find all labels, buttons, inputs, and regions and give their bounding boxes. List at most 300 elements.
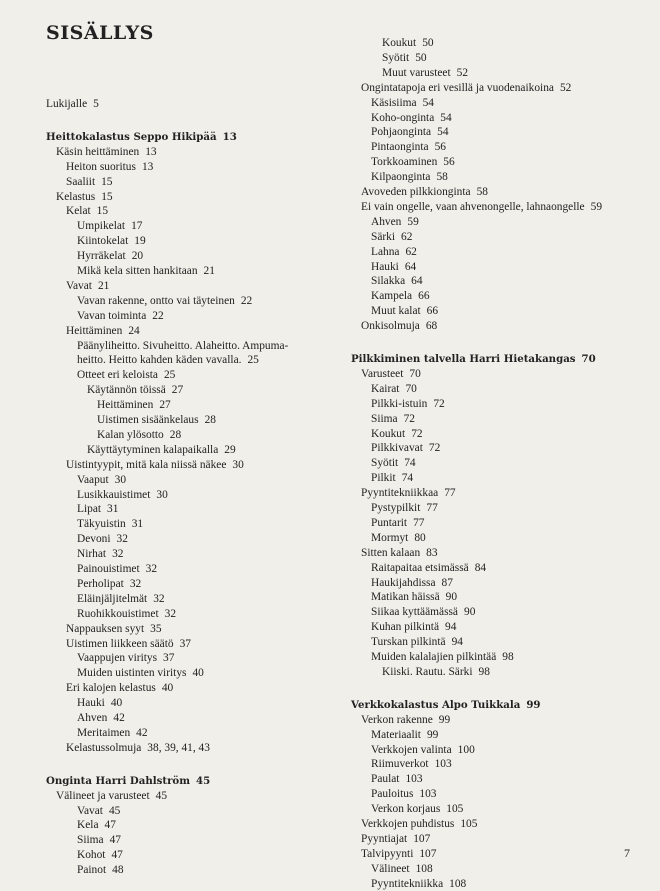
toc-entry bbox=[77, 532, 128, 546]
toc-entry-title: Kilpaonginta bbox=[371, 171, 431, 184]
toc-entry bbox=[371, 802, 463, 816]
toc-entry bbox=[87, 383, 183, 397]
toc-entry bbox=[371, 605, 475, 619]
toc-page-ref: 21 bbox=[97, 279, 110, 292]
toc-page-ref: 32 bbox=[145, 563, 158, 575]
toc-page-ref: 5 bbox=[93, 98, 99, 110]
toc-entry bbox=[371, 590, 457, 604]
toc-section-heading bbox=[351, 352, 596, 366]
toc-page-ref: 47 bbox=[109, 834, 121, 847]
toc-entry bbox=[371, 456, 416, 470]
toc-page-ref: 99 bbox=[526, 698, 541, 711]
toc-page-ref: 13 bbox=[141, 160, 154, 173]
toc-page-ref: 27 bbox=[159, 399, 171, 412]
toc-page-ref: 94 bbox=[451, 636, 463, 649]
toc-page-ref: 77 bbox=[413, 516, 425, 529]
toc-entry-title: Hauki bbox=[371, 260, 399, 273]
toc-entry bbox=[77, 264, 215, 278]
toc-entry bbox=[56, 145, 157, 159]
toc-page-ref: 31 bbox=[131, 518, 144, 531]
toc-entry bbox=[371, 397, 445, 411]
toc-page-ref: 42 bbox=[113, 712, 125, 724]
toc-page-ref: 42 bbox=[136, 726, 148, 739]
toc-entry-title: Käsisiima bbox=[371, 96, 417, 109]
toc-entry-title: Avoveden pilkkionginta bbox=[361, 186, 471, 198]
toc-entry-title: Heittäminen bbox=[97, 399, 154, 412]
toc-entry-title: Onginta Harri Dahlström bbox=[46, 774, 191, 787]
toc-page-ref: 62 bbox=[405, 245, 417, 258]
toc-entry bbox=[371, 531, 426, 545]
toc-entry-title: Heiton suoritus bbox=[66, 160, 136, 173]
toc-page-ref: 100 bbox=[457, 743, 475, 756]
toc-entry-title: Syötit bbox=[371, 457, 399, 470]
toc-entry bbox=[66, 681, 173, 695]
toc-section-heading bbox=[351, 698, 541, 712]
toc-entry-title: Uistimen sisäänkelaus bbox=[97, 414, 199, 426]
toc-entry-title: Verkkojen valinta bbox=[371, 743, 452, 756]
toc-page-ref: 32 bbox=[116, 533, 128, 546]
toc-entry bbox=[371, 561, 486, 575]
toc-entry bbox=[66, 204, 108, 218]
toc-page-ref: 107 bbox=[419, 847, 437, 860]
toc-entry bbox=[56, 190, 113, 204]
toc-page-ref: 72 bbox=[428, 442, 441, 455]
toc-entry bbox=[77, 234, 146, 248]
toc-entry bbox=[371, 230, 412, 244]
toc-entry-title: Muiden kalalajien pilkintää bbox=[371, 651, 497, 663]
toc-page-ref: 40 bbox=[110, 697, 123, 710]
toc-entry-title: Kelat bbox=[66, 205, 91, 218]
toc-page-ref: 58 bbox=[436, 171, 448, 184]
toc-entry bbox=[371, 289, 430, 303]
toc-entry bbox=[46, 97, 99, 111]
toc-entry bbox=[371, 501, 438, 515]
toc-entry bbox=[66, 637, 191, 651]
toc-entry bbox=[371, 140, 446, 154]
toc-entry-title: Täkyuistin bbox=[77, 518, 126, 531]
toc-entry bbox=[77, 833, 121, 847]
toc-page-ref: 15 bbox=[101, 175, 113, 188]
toc-page-ref: 105 bbox=[460, 818, 478, 830]
toc-entry-title: Ongintatapoja eri vesillä ja vuodenaikoina bbox=[361, 81, 554, 94]
toc-entry bbox=[77, 353, 259, 367]
toc-page-ref: 54 bbox=[440, 111, 452, 124]
toc-page-ref: 74 bbox=[401, 472, 414, 485]
toc-page-ref: 84 bbox=[474, 561, 487, 574]
toc-entry-title: Kela bbox=[77, 819, 99, 832]
toc-entry-title: Saaliit bbox=[66, 175, 96, 188]
toc-entry-title: Verkon rakenne bbox=[361, 713, 433, 726]
toc-page-ref: 28 bbox=[169, 428, 182, 441]
toc-entry bbox=[371, 304, 438, 318]
toc-page-ref: 17 bbox=[131, 220, 143, 233]
toc-page-ref: 77 bbox=[444, 487, 456, 500]
toc-page-ref: 19 bbox=[134, 235, 146, 248]
toc-entry bbox=[371, 772, 423, 786]
toc-entry-title: Päänyliheitto. Sivuheitto. Alaheitto. Ampuma- bbox=[77, 339, 289, 352]
toc-entry-title: Painot bbox=[77, 864, 107, 877]
toc-entry bbox=[371, 382, 417, 396]
toc-entry-title: Käyttäytyminen kalapaikalla bbox=[87, 443, 219, 456]
toc-page-ref: 35 bbox=[150, 622, 162, 635]
toc-entry bbox=[371, 427, 423, 441]
toc-page-ref: 29 bbox=[224, 443, 236, 456]
toc-entry-title: Pauloitus bbox=[371, 788, 414, 801]
toc-page-ref: 37 bbox=[163, 652, 175, 665]
toc-entry-title: Siikaa kyttäämässä bbox=[371, 606, 458, 619]
toc-entry-title: Pilkkivavat bbox=[371, 442, 423, 455]
toc-entry-title: Mikä kela sitten hankitaan bbox=[77, 265, 198, 277]
toc-entry bbox=[371, 170, 448, 184]
toc-entry bbox=[371, 441, 440, 455]
toc-entry-title: Verkon korjaus bbox=[371, 803, 441, 816]
toc-page-ref: 62 bbox=[401, 230, 413, 243]
toc-entry-title: Silakka bbox=[371, 275, 406, 288]
toc-entry-title: Kelastus bbox=[56, 190, 96, 203]
toc-entry-title: Eläinjäljitelmät bbox=[77, 592, 148, 605]
toc-entry bbox=[361, 847, 436, 861]
toc-page-ref: 70 bbox=[405, 382, 417, 395]
toc-entry-title: Muiden uistinten viritys bbox=[77, 667, 187, 680]
toc-entry-title: Verkkokalastus Alpo Tuikkala bbox=[351, 698, 521, 711]
toc-page-ref: 47 bbox=[104, 819, 116, 832]
toc-entry-title: Siima bbox=[371, 412, 398, 425]
toc-entry-title: Vaappujen viritys bbox=[77, 652, 158, 665]
toc-entry bbox=[66, 458, 244, 472]
toc-entry bbox=[371, 471, 413, 485]
toc-entry bbox=[371, 516, 424, 530]
toc-entry bbox=[361, 367, 421, 381]
toc-entry bbox=[77, 651, 174, 665]
toc-page-ref: 52 bbox=[456, 66, 469, 79]
toc-entry-title: Heittäminen bbox=[66, 324, 123, 337]
toc-entry bbox=[66, 741, 210, 755]
toc-entry bbox=[97, 413, 216, 427]
toc-entry-title: Kiiski. Rautu. Särki bbox=[382, 665, 473, 678]
toc-page-ref: 37 bbox=[179, 637, 191, 650]
toc-entry bbox=[371, 728, 438, 742]
toc-page-ref: 56 bbox=[434, 141, 446, 154]
toc-page-ref: 68 bbox=[425, 320, 438, 333]
toc-page-ref: 13 bbox=[222, 130, 237, 143]
toc-page-ref: 103 bbox=[419, 788, 437, 801]
toc-entry bbox=[77, 249, 143, 263]
toc-entry bbox=[77, 711, 125, 725]
toc-entry bbox=[77, 488, 168, 502]
toc-page-ref: 64 bbox=[404, 260, 417, 273]
toc-entry-title: Uistimen liikkeen säätö bbox=[66, 637, 174, 650]
toc-entry-title: Perholipat bbox=[77, 577, 124, 590]
page-number: 7 bbox=[624, 846, 630, 860]
toc-entry-title: Uistintyypit, mitä kala niissä näkee bbox=[66, 458, 227, 471]
toc-page-ref: 22 bbox=[240, 294, 253, 307]
toc-page-ref: 40 bbox=[192, 667, 204, 680]
toc-entry bbox=[361, 200, 602, 214]
toc-entry-title: Siima bbox=[77, 834, 104, 847]
toc-entry-title: Raitapaitaa etsimässä bbox=[371, 561, 469, 574]
toc-entry-title: Syötit bbox=[382, 51, 410, 64]
toc-entry-title: Puntarit bbox=[371, 516, 408, 529]
toc-entry-title: Ei vain ongelle, vaan ahvenongelle, lahnaongelle bbox=[361, 200, 585, 213]
toc-page-ref: 52 bbox=[559, 81, 572, 94]
toc-page-ref: 66 bbox=[426, 305, 439, 318]
toc-page-ref: 24 bbox=[128, 324, 140, 337]
toc-page-ref: 103 bbox=[434, 758, 452, 771]
toc-page-ref: 40 bbox=[161, 682, 174, 695]
toc-entry-title: Onkisolmuja bbox=[361, 320, 420, 333]
toc-entry bbox=[66, 622, 162, 636]
toc-entry-title: Vavat bbox=[66, 279, 92, 292]
toc-entry bbox=[361, 546, 438, 560]
toc-page-ref: 30 bbox=[114, 473, 127, 486]
toc-entry bbox=[371, 862, 433, 876]
toc-page-ref: 15 bbox=[96, 205, 109, 218]
toc-entry bbox=[87, 443, 236, 457]
toc-entry-title: Kohot bbox=[77, 849, 106, 862]
toc-entry bbox=[371, 620, 456, 634]
toc-entry bbox=[77, 818, 116, 832]
toc-entry-title: Pystypilkit bbox=[371, 502, 421, 514]
toc-page-ref: 45 bbox=[155, 789, 168, 802]
toc-page-ref: 108 bbox=[415, 862, 433, 875]
toc-entry-title: Paulat bbox=[371, 773, 400, 786]
toc-entry bbox=[371, 650, 514, 664]
toc-entry bbox=[371, 125, 449, 139]
toc-page-ref: 70 bbox=[409, 367, 421, 380]
toc-entry-title: Kiintokelat bbox=[77, 235, 129, 248]
toc-page-ref: 50 bbox=[415, 51, 427, 64]
toc-entry-title: Haukijahdissa bbox=[371, 576, 436, 589]
toc-entry bbox=[77, 294, 252, 308]
toc-page-ref: 27 bbox=[171, 384, 184, 397]
toc-entry-title: Välineet bbox=[371, 862, 410, 875]
toc-entry bbox=[77, 219, 142, 233]
toc-entry bbox=[66, 175, 113, 189]
toc-entry bbox=[361, 486, 456, 500]
toc-entry bbox=[371, 412, 415, 426]
toc-page-ref: 80 bbox=[414, 531, 426, 544]
toc-entry bbox=[77, 804, 120, 818]
toc-entry-title: Muut varusteet bbox=[382, 66, 451, 79]
toc-entry-title: Kalan ylösotto bbox=[97, 428, 164, 441]
toc-entry-title: Muut kalat bbox=[371, 305, 421, 318]
toc-page-ref: 31 bbox=[107, 503, 119, 516]
toc-page-ref: 90 bbox=[445, 591, 458, 604]
toc-entry-title: Ahven bbox=[77, 712, 108, 724]
toc-page-ref: 13 bbox=[145, 145, 157, 158]
toc-entry bbox=[361, 319, 437, 333]
toc-entry bbox=[77, 502, 118, 516]
toc-entry-title: Nappauksen syyt bbox=[66, 622, 145, 635]
toc-page-ref: 108 bbox=[449, 877, 467, 890]
toc-entry-title: Nirhat bbox=[77, 548, 107, 561]
toc-page-ref: 25 bbox=[163, 369, 176, 382]
toc-entry bbox=[97, 428, 181, 442]
toc-entry-title: Umpikelat bbox=[77, 220, 126, 233]
toc-page-ref: 59 bbox=[407, 215, 419, 228]
toc-page-ref: 83 bbox=[426, 546, 438, 559]
toc-entry bbox=[371, 155, 455, 169]
toc-entry-title: Kuhan pilkintä bbox=[371, 621, 440, 634]
page-title: SISÄLLYS bbox=[46, 22, 154, 44]
toc-entry-title: Kairat bbox=[371, 382, 400, 395]
toc-entry-title: Ahven bbox=[371, 215, 402, 228]
toc-entry-title: Lipat bbox=[77, 503, 102, 516]
toc-entry-title: Pilkit bbox=[371, 472, 396, 485]
toc-page-ref: 103 bbox=[405, 773, 423, 786]
toc-entry-title: Vavat bbox=[77, 804, 103, 817]
toc-entry bbox=[371, 743, 475, 757]
toc-entry-title: Vaaput bbox=[77, 473, 109, 486]
toc-entry bbox=[382, 66, 468, 80]
toc-entry bbox=[371, 245, 417, 259]
toc-entry bbox=[77, 696, 122, 710]
toc-page-ref: 25 bbox=[247, 354, 259, 367]
toc-entry-title: Otteet eri keloista bbox=[77, 369, 158, 382]
toc-entry bbox=[361, 832, 430, 846]
toc-page-ref: 28 bbox=[204, 414, 216, 426]
toc-entry bbox=[371, 274, 423, 288]
toc-entry-title: Koho-onginta bbox=[371, 111, 435, 124]
toc-entry bbox=[361, 81, 571, 95]
toc-page-ref: 90 bbox=[464, 606, 476, 619]
toc-page-ref: 30 bbox=[156, 488, 168, 501]
toc-entry-title: Pintaonginta bbox=[371, 141, 429, 154]
toc-entry-title: Devoni bbox=[77, 533, 111, 546]
toc-entry-title: Särki bbox=[371, 230, 396, 243]
toc-entry bbox=[382, 36, 434, 50]
toc-entry-title: Meritaimen bbox=[77, 726, 131, 739]
toc-entry-title: Eri kalojen kelastus bbox=[66, 682, 156, 695]
toc-entry-title: Pilkki-istuin bbox=[371, 397, 428, 410]
toc-entry-title: Lukijalle bbox=[46, 98, 88, 110]
toc-entry bbox=[77, 309, 164, 323]
toc-entry bbox=[66, 279, 109, 293]
toc-entry bbox=[77, 592, 165, 606]
toc-entry-title: Kelastussolmuja bbox=[66, 741, 142, 754]
toc-entry-title: Lusikkauistimet bbox=[77, 488, 151, 501]
toc-page-ref: 54 bbox=[437, 126, 449, 139]
toc-entry bbox=[371, 96, 434, 110]
toc-entry-title: Verkkojen puhdistus bbox=[361, 818, 455, 830]
toc-page-ref: 94 bbox=[445, 621, 457, 634]
toc-page-ref: 38, 39, 41, 43 bbox=[147, 741, 210, 754]
toc-entry bbox=[56, 789, 167, 803]
toc-page-ref: 15 bbox=[101, 190, 113, 203]
toc-page-ref: 45 bbox=[196, 774, 211, 787]
toc-page-ref: 72 bbox=[433, 397, 445, 410]
toc-entry-title: Hyrräkelat bbox=[77, 250, 126, 263]
toc-page-ref: 21 bbox=[203, 265, 215, 277]
toc-page-ref: 99 bbox=[426, 728, 439, 741]
toc-entry-title: Sitten kalaan bbox=[361, 546, 421, 559]
toc-entry-title: Turskan pilkintä bbox=[371, 636, 446, 649]
toc-entry bbox=[361, 713, 450, 727]
toc-entry bbox=[382, 665, 490, 679]
toc-page-ref: 98 bbox=[478, 665, 490, 678]
toc-page-ref: 59 bbox=[590, 200, 603, 213]
toc-entry-title: heitto. Heitto kahden käden vavalla. bbox=[77, 354, 242, 367]
toc-entry bbox=[77, 848, 123, 862]
toc-entry bbox=[77, 339, 288, 353]
toc-page-ref: 105 bbox=[446, 803, 464, 816]
toc-page-ref: 72 bbox=[403, 412, 415, 425]
toc-entry-title: Käytännön töissä bbox=[87, 384, 166, 397]
toc-page-ref: 32 bbox=[112, 548, 124, 561]
toc-entry-title: Mormyt bbox=[371, 531, 409, 544]
toc-page-ref: 72 bbox=[411, 427, 423, 440]
toc-entry-title: Materiaalit bbox=[371, 728, 421, 741]
toc-entry-title: Varusteet bbox=[361, 367, 404, 380]
toc-entry bbox=[77, 473, 126, 487]
toc-entry bbox=[77, 562, 157, 576]
toc-entry-title: Pohjaonginta bbox=[371, 126, 432, 139]
toc-entry-title: Pyyntitekniikka bbox=[371, 877, 444, 890]
toc-page-ref: 32 bbox=[164, 607, 177, 620]
toc-entry bbox=[77, 517, 143, 531]
toc-page-ref: 48 bbox=[112, 864, 124, 877]
toc-entry-title: Painouistimet bbox=[77, 563, 140, 575]
toc-page-ref: 58 bbox=[476, 186, 488, 198]
toc-entry bbox=[77, 666, 204, 680]
toc-entry bbox=[77, 726, 148, 740]
toc-page-ref: 99 bbox=[438, 713, 451, 726]
toc-entry-title: Hauki bbox=[77, 697, 105, 710]
toc-page-ref: 56 bbox=[443, 156, 455, 169]
toc-entry-title: Lahna bbox=[371, 245, 400, 258]
toc-entry-title: Koukut bbox=[371, 427, 406, 440]
toc-entry-title: Heittokalastus Seppo Hikipää bbox=[46, 130, 217, 143]
toc-entry-title: Riimuverkot bbox=[371, 758, 429, 771]
toc-entry bbox=[361, 185, 488, 199]
toc-entry-title: Vavan toiminta bbox=[77, 309, 147, 322]
toc-page-ref: 98 bbox=[502, 651, 514, 663]
toc-page-ref: 30 bbox=[232, 458, 244, 471]
toc-entry bbox=[97, 398, 171, 412]
toc-entry bbox=[382, 51, 427, 65]
toc-page-ref: 47 bbox=[111, 849, 123, 862]
toc-entry-title: Pyyntiajat bbox=[361, 832, 408, 845]
toc-entry-title: Välineet ja varusteet bbox=[56, 789, 150, 802]
toc-entry-title: Käsin heittäminen bbox=[56, 145, 140, 158]
toc-entry-title: Torkkoaminen bbox=[371, 156, 438, 169]
toc-page-ref: 87 bbox=[441, 576, 453, 589]
toc-entry bbox=[77, 863, 124, 877]
toc-entry bbox=[77, 607, 176, 621]
toc-entry bbox=[77, 577, 141, 591]
toc-entry-title: Kampela bbox=[371, 290, 413, 303]
toc-page-ref: 107 bbox=[413, 832, 431, 845]
toc-page-ref: 70 bbox=[581, 353, 596, 365]
toc-entry bbox=[371, 111, 452, 125]
toc-section-heading bbox=[46, 774, 210, 788]
toc-entry-title: Pilkkiminen talvella Harri Hietakangas bbox=[351, 353, 576, 365]
toc-entry bbox=[371, 215, 419, 229]
toc-entry bbox=[361, 817, 477, 831]
toc-page-ref: 32 bbox=[129, 577, 142, 590]
toc-page-ref: 22 bbox=[152, 309, 164, 322]
toc-page-ref: 77 bbox=[426, 502, 438, 514]
toc-entry bbox=[66, 160, 153, 174]
toc-page-ref: 64 bbox=[411, 275, 423, 288]
toc-page-ref: 74 bbox=[404, 457, 416, 470]
toc-section-heading bbox=[46, 130, 237, 144]
toc-entry bbox=[371, 635, 463, 649]
toc-entry bbox=[371, 260, 416, 274]
toc-page-ref: 20 bbox=[131, 250, 144, 263]
toc-entry bbox=[77, 547, 124, 561]
toc-entry bbox=[77, 368, 175, 382]
